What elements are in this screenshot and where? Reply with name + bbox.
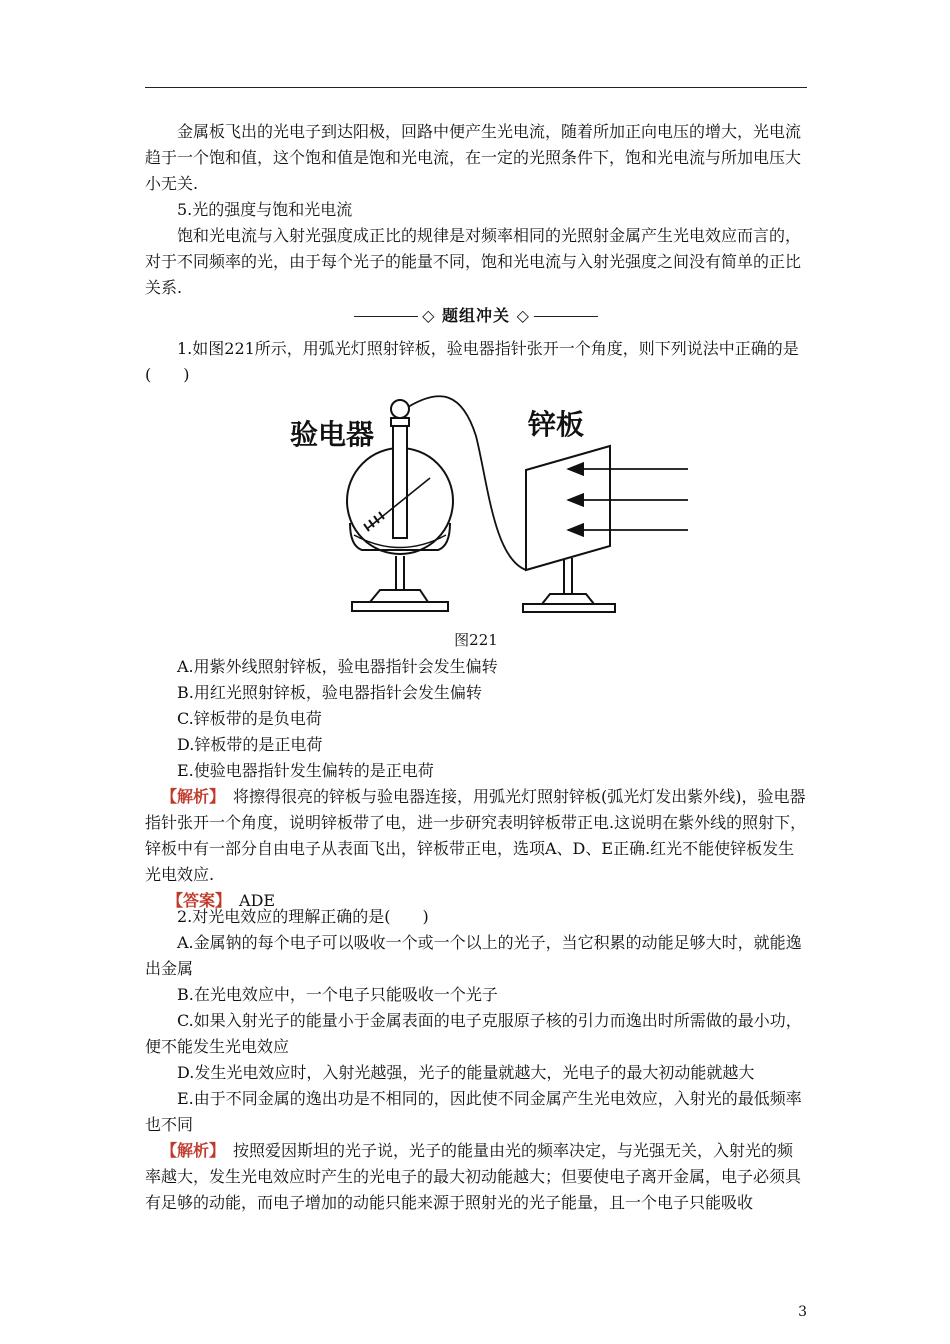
option-c: C.如果入射光子的能量小于金属表面的电子克服原子核的引力而逸出时所需做的最小功，便不能发生光电效应 bbox=[145, 1011, 802, 1056]
electroscope-zinc-plate-figure bbox=[280, 388, 700, 624]
title-rule-right bbox=[534, 316, 598, 317]
label-zinc-plate: 锌板 bbox=[528, 408, 585, 441]
paragraph: 金属板飞出的光电子到达阳极，回路中便产生光电流，随着所加正向电压的增大，光电流趋于一个饱和值，这个饱和值是饱和光电流，在一定的光照条件下，饱和光电流与所加电压大小无关. bbox=[145, 122, 802, 193]
figure-caption: 图221 bbox=[454, 631, 498, 649]
answer-text: ADE bbox=[223, 891, 276, 910]
paragraph: 饱和光电流与入射光强度成正比的规律是对频率相同的光照射金属产生光电效应而言的，对于不同频率的光，由于每个光子的能量不同，饱和光电流与入射光强度之间没有简单的正比关系. bbox=[145, 226, 802, 297]
analysis-tag: 【解析】 bbox=[161, 787, 218, 806]
question-stem: 2.对光电效应的理解正确的是( ) bbox=[177, 907, 429, 926]
option-a: A.用紫外线照射锌板，验电器指针会发生偏转 bbox=[177, 657, 498, 676]
page-number: 3 bbox=[798, 1304, 807, 1320]
analysis bbox=[145, 1138, 807, 1216]
label-electroscope: 验电器 bbox=[290, 418, 375, 451]
section-saturation-current bbox=[145, 119, 807, 301]
option-d: D.发生光电效应时，入射光越强，光子的能量就越大，光电子的最大初动能就越大 bbox=[177, 1063, 755, 1082]
section-title bbox=[145, 303, 807, 329]
subheading: 5.光的强度与饱和光电流 bbox=[177, 200, 353, 219]
option-b: B.用红光照射锌板，验电器指针会发生偏转 bbox=[177, 683, 482, 702]
option-d: D.锌板带的是正电荷 bbox=[177, 735, 323, 754]
analysis-text: 将擦得很亮的锌板与验电器连接，用弧光灯照射锌板(弧光灯发出紫外线)，验电器指针张开一个角度，说明锌板带了电，进一步研究表明锌板带正电.这说明在紫外线的照射下，锌板中有一部分自由电子从表面飞出，锌板带正电，选项A、D、E正确.红光不能使锌板发生光电效应. bbox=[145, 787, 807, 884]
header-rule bbox=[145, 87, 807, 88]
question-stem: 1.如图221所示，用弧光灯照射锌板，验电器指针张开一个角度，则下列说法中正确的是 ( ) bbox=[145, 339, 815, 384]
analysis-tag: 【解析】 bbox=[161, 1141, 218, 1160]
analysis-text: 按照爱因斯坦的光子说，光子的能量由光的频率决定，与光强无关，入射光的频率越大，发生光电效应时产生的光电子的最大初动能越大；但要使电子离开金属，电子必须具有足够的动能，而电子增加的动能只能来源于照射光的光子能量，且一个电子只能吸收 bbox=[145, 1141, 802, 1212]
zinc-plate bbox=[523, 446, 615, 612]
option-e: E.使验电器指针发生偏转的是正电荷 bbox=[177, 761, 434, 780]
title-rule-left bbox=[354, 316, 418, 317]
diamond-icon: ◇ bbox=[422, 306, 436, 325]
option-e: E.由于不同金属的逸出功是不相同的，因此使不同金属产生光电效应，入射光的最低频率也不同 bbox=[145, 1089, 802, 1134]
diamond-icon: ◇ bbox=[516, 306, 530, 325]
question-1-body bbox=[145, 654, 807, 914]
section-title-text: 题组冲关 bbox=[441, 306, 510, 325]
answer-tag: 【答案】 bbox=[167, 891, 224, 910]
question-2 bbox=[145, 904, 807, 1216]
analysis bbox=[145, 784, 807, 888]
question-1-stem bbox=[145, 336, 815, 388]
option-c: C.锌板带的是负电荷 bbox=[177, 709, 322, 728]
option-a: A.金属钠的每个电子可以吸收一个或一个以上的光子，当它积累的动能足够大时，就能逸出金属 bbox=[145, 933, 802, 978]
option-b: B.在光电效应中，一个电子只能吸收一个光子 bbox=[177, 985, 498, 1004]
